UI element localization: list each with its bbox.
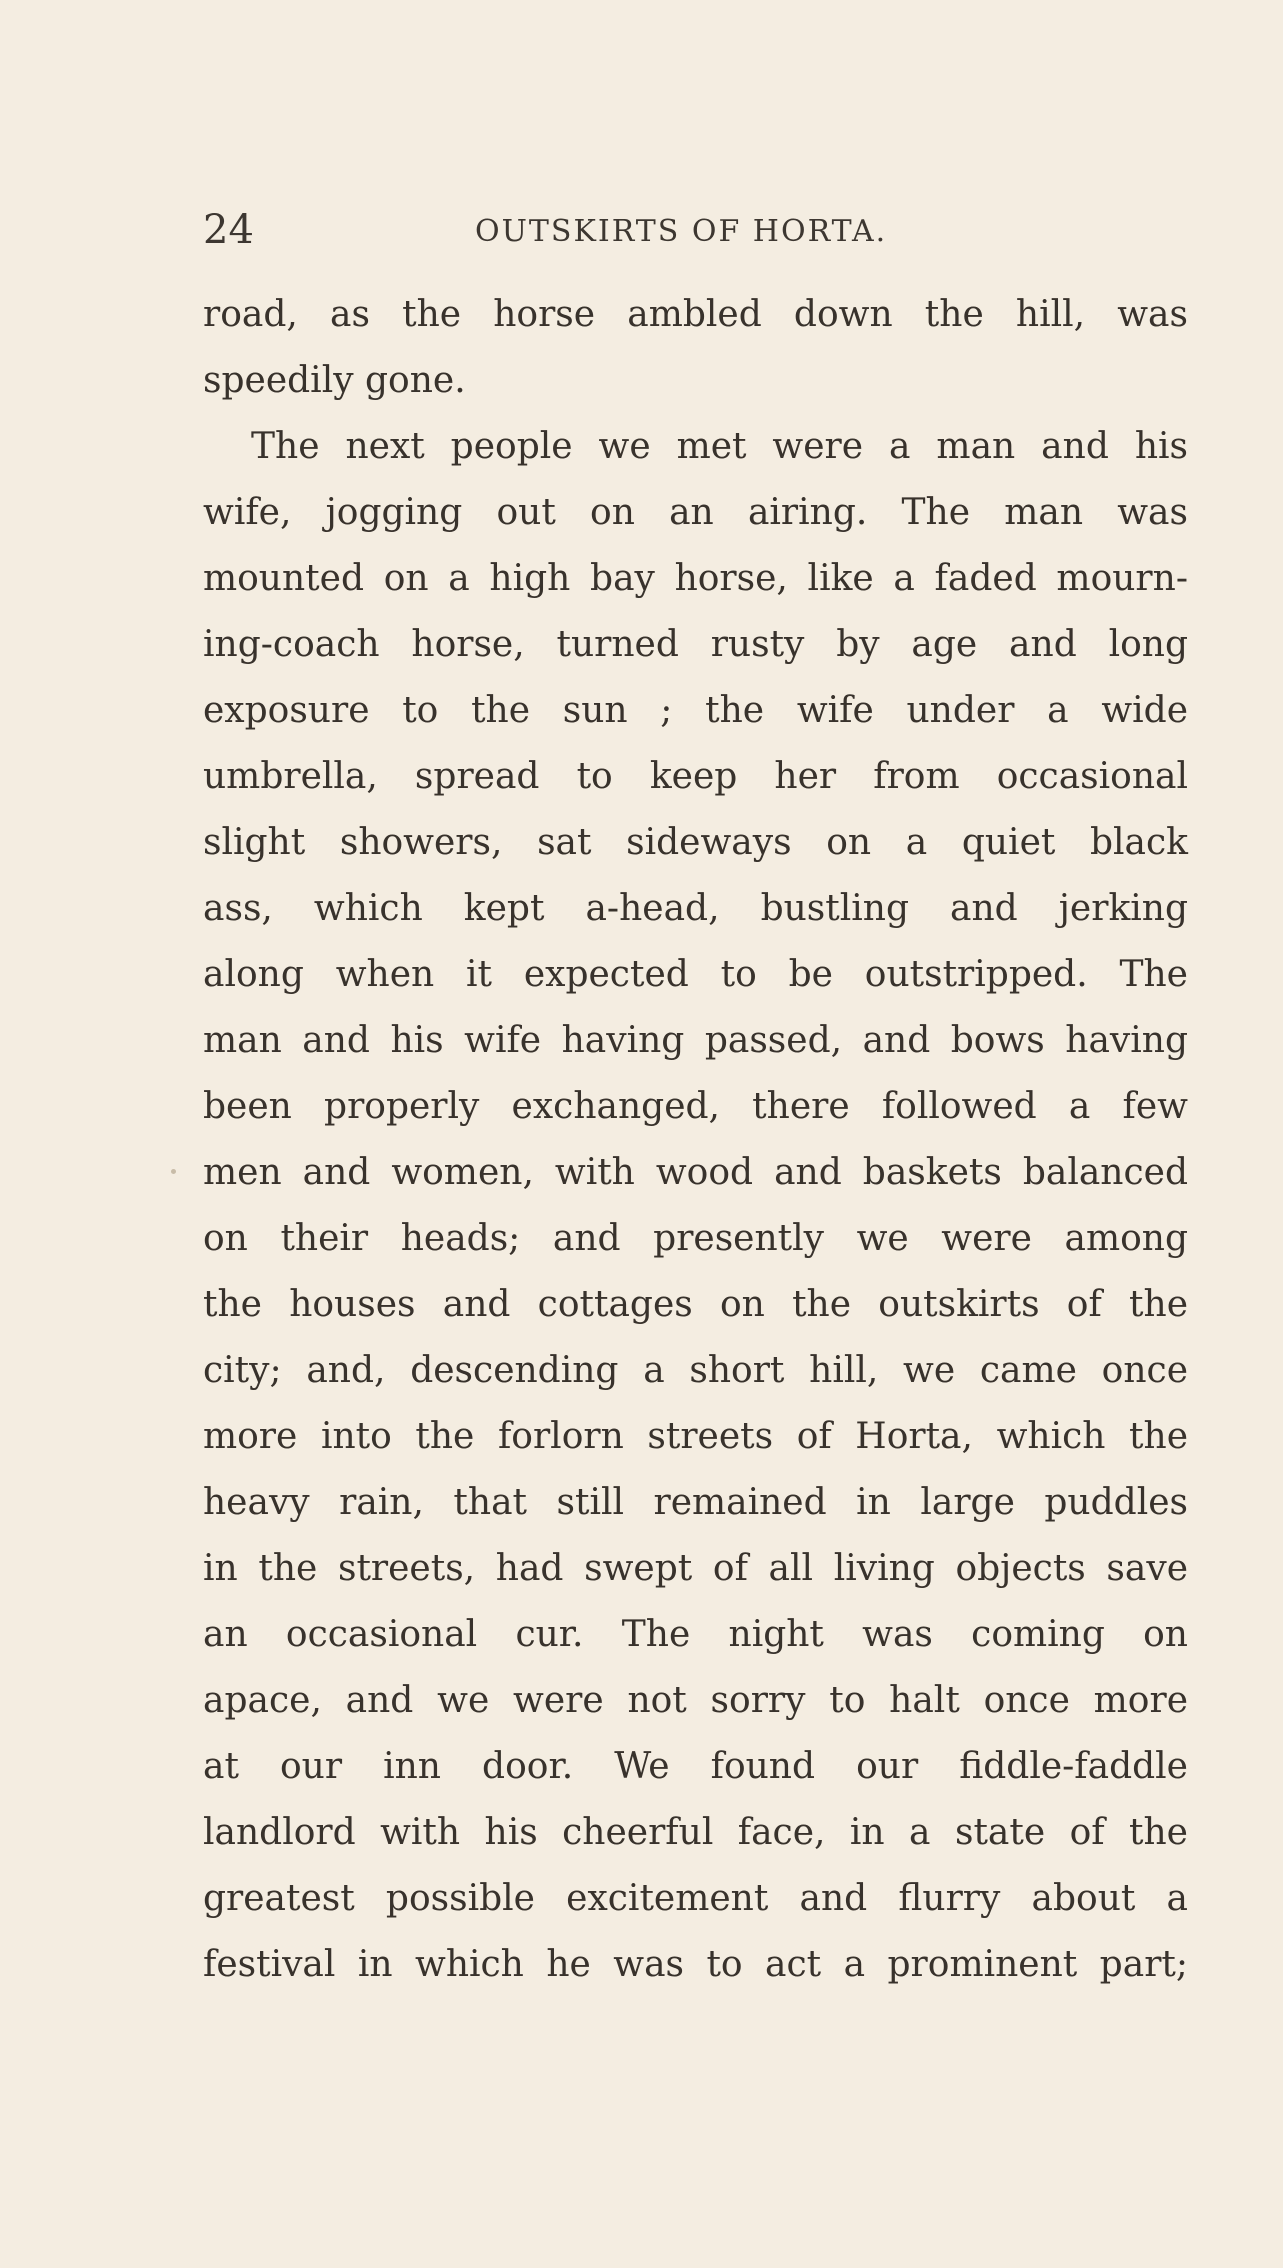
text-line: heavy rain, that still remained in large puddles [203,1482,1188,1523]
text-line: in the streets, had swept of all living objects save [203,1548,1188,1589]
text-line: man and his wife having passed, and bows having [203,1020,1188,1061]
running-title: OUTSKIRTS OF HORTA. [475,214,888,249]
body-text [203,282,1188,1998]
text-line: road, as the horse ambled down the hill, was [203,294,1188,335]
text-line: city; and, descending a short hill, we came once [203,1350,1188,1391]
text-line: The next people we met were a man and his [251,426,1188,467]
text-line: more into the forlorn streets of Horta, which the [203,1416,1188,1457]
ink-speck [171,1169,176,1174]
page-number: 24 [203,207,254,253]
text-line: been properly exchanged, there followed a few [203,1086,1188,1127]
text-line: ass, which kept a-head, bustling and jerking [203,888,1188,929]
text-line: at our inn door. We found our fiddle-faddle [203,1746,1188,1787]
text-line: speedily gone. [203,360,466,401]
text-line: festival in which he was to act a prominent part; [203,1944,1188,1985]
text-line: ing-coach horse, turned rusty by age and long [203,624,1188,665]
text-line: men and women, with wood and baskets balanced [203,1152,1188,1193]
text-line: an occasional cur. The night was coming on [203,1614,1188,1655]
text-line: umbrella, spread to keep her from occasional [203,756,1188,797]
text-line: exposure to the sun ; the wife under a wide [203,690,1188,731]
text-line: apace, and we were not sorry to halt once more [203,1680,1188,1721]
page-header [203,205,1188,255]
text-line: landlord with his cheerful face, in a state of the [203,1812,1188,1853]
text-line: slight showers, sat sideways on a quiet black [203,822,1188,863]
text-line: wife, jogging out on an airing. The man was [203,492,1188,533]
text-line: mounted on a high bay horse, like a faded mourn- [203,558,1188,599]
text-line: along when it expected to be outstripped. The [203,954,1188,995]
text-line: on their heads; and presently we were among [203,1218,1188,1259]
text-line: the houses and cottages on the outskirts of the [203,1284,1188,1325]
text-line: greatest possible excitement and flurry about a [203,1878,1188,1919]
